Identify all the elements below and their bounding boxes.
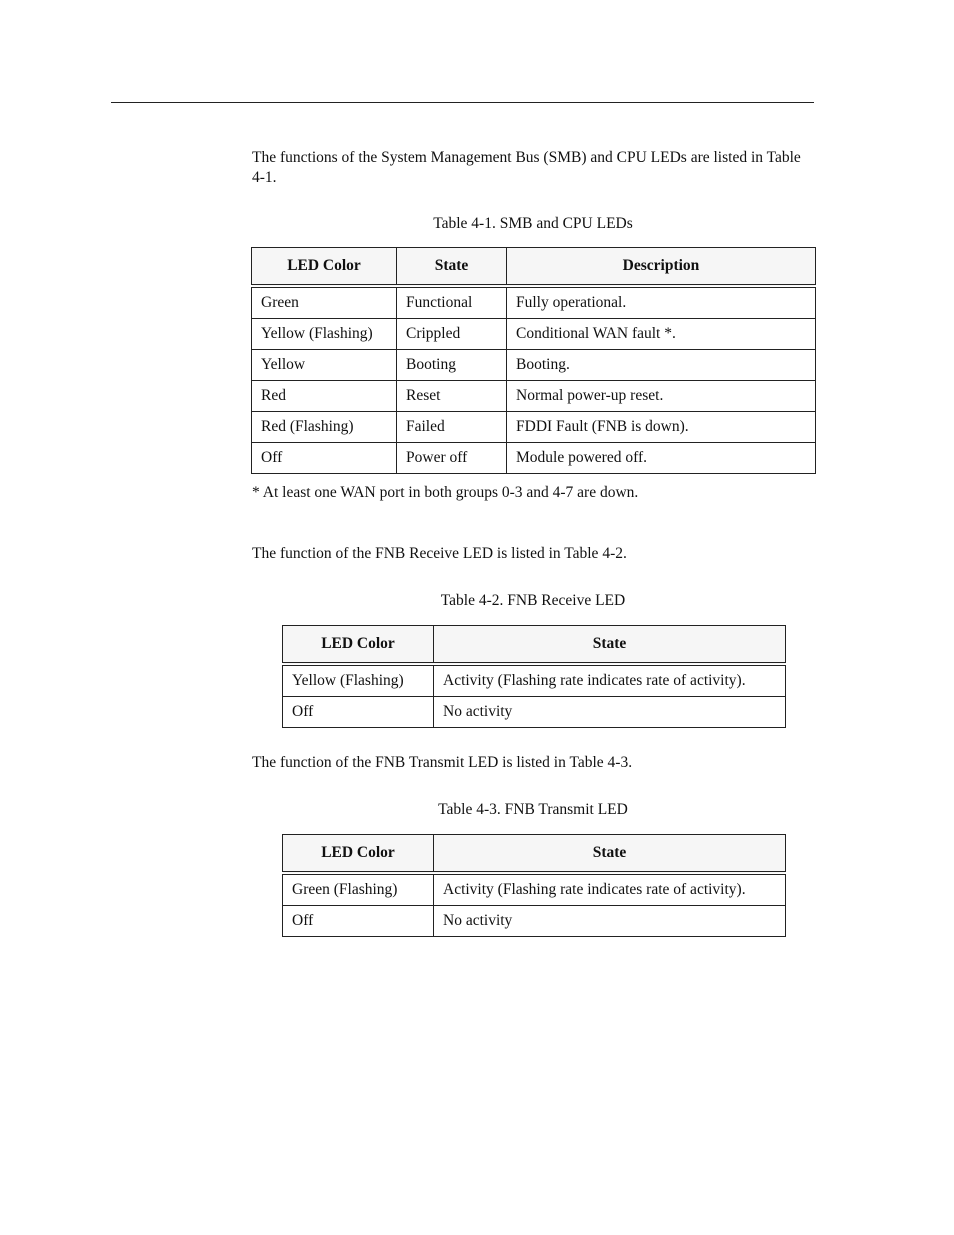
table-row: [283, 697, 786, 728]
column-header-description: Description: [507, 248, 816, 287]
table-row: [252, 443, 816, 474]
table-header-row: [283, 626, 786, 665]
intro-receive-paragraph: The function of the FNB Receive LED is listed in Table 4-2.: [252, 545, 627, 562]
state-cell: Activity (Flashing rate indicates rate of activity).: [434, 873, 786, 906]
intro-transmit-paragraph: The function of the FNB Transmit LED is listed in Table 4-3.: [252, 754, 633, 771]
state-cell: Reset: [397, 381, 507, 412]
led-color-cell: Green: [252, 286, 397, 319]
table-row: [283, 664, 786, 697]
led-color-cell: Yellow (Flashing): [283, 664, 434, 697]
state-cell: Failed: [397, 412, 507, 443]
description-cell: Normal power-up reset.: [507, 381, 816, 412]
header-rule: [111, 102, 814, 103]
description-cell: Fully operational.: [507, 286, 816, 319]
led-color-cell: Yellow (Flashing): [252, 319, 397, 350]
state-cell: Booting: [397, 350, 507, 381]
led-color-cell: Green (Flashing): [283, 873, 434, 906]
column-header-state: State: [397, 248, 507, 287]
state-cell: Crippled: [397, 319, 507, 350]
table2-caption: Table 4-2. FNB Receive LED: [440, 592, 626, 609]
column-header-state: State: [434, 626, 786, 665]
table-row: [252, 286, 816, 319]
column-header-state: State: [434, 835, 786, 874]
fnb-transmit-led-table: [282, 834, 786, 937]
led-color-cell: Off: [283, 697, 434, 728]
table-row: [252, 412, 816, 443]
column-header-led-color: LED Color: [252, 248, 397, 287]
table-row: [252, 381, 816, 412]
description-cell: FDDI Fault (FNB is down).: [507, 412, 816, 443]
table-row: [252, 319, 816, 350]
smb-cpu-led-table: [251, 247, 816, 474]
state-cell: Activity (Flashing rate indicates rate of activity).: [434, 664, 786, 697]
state-cell: No activity: [434, 697, 786, 728]
description-cell: Booting.: [507, 350, 816, 381]
led-color-cell: Off: [252, 443, 397, 474]
table-header-row: [252, 248, 816, 287]
description-cell: Conditional WAN fault *.: [507, 319, 816, 350]
table3-caption: Table 4-3. FNB Transmit LED: [438, 801, 628, 818]
state-cell: Power off: [397, 443, 507, 474]
table1-caption: Table 4-1. SMB and CPU LEDs: [433, 215, 633, 232]
column-header-led-color: LED Color: [283, 835, 434, 874]
table1-footnote: * At least one WAN port in both groups 0-3 and 4-7 are down.: [252, 484, 639, 501]
description-cell: Module powered off.: [507, 443, 816, 474]
intro-smb-paragraph: The functions of the System Management Bus (SMB) and CPU LEDs are listed in Table 4-1.: [252, 149, 801, 186]
state-cell: No activity: [434, 906, 786, 937]
table-header-row: [283, 835, 786, 874]
column-header-led-color: LED Color: [283, 626, 434, 665]
led-color-cell: Yellow: [252, 350, 397, 381]
table-row: [283, 873, 786, 906]
fnb-receive-led-table: [282, 625, 786, 728]
led-color-cell: Off: [283, 906, 434, 937]
state-cell: Functional: [397, 286, 507, 319]
table-row: [283, 906, 786, 937]
table-row: [252, 350, 816, 381]
led-color-cell: Red: [252, 381, 397, 412]
led-color-cell: Red (Flashing): [252, 412, 397, 443]
